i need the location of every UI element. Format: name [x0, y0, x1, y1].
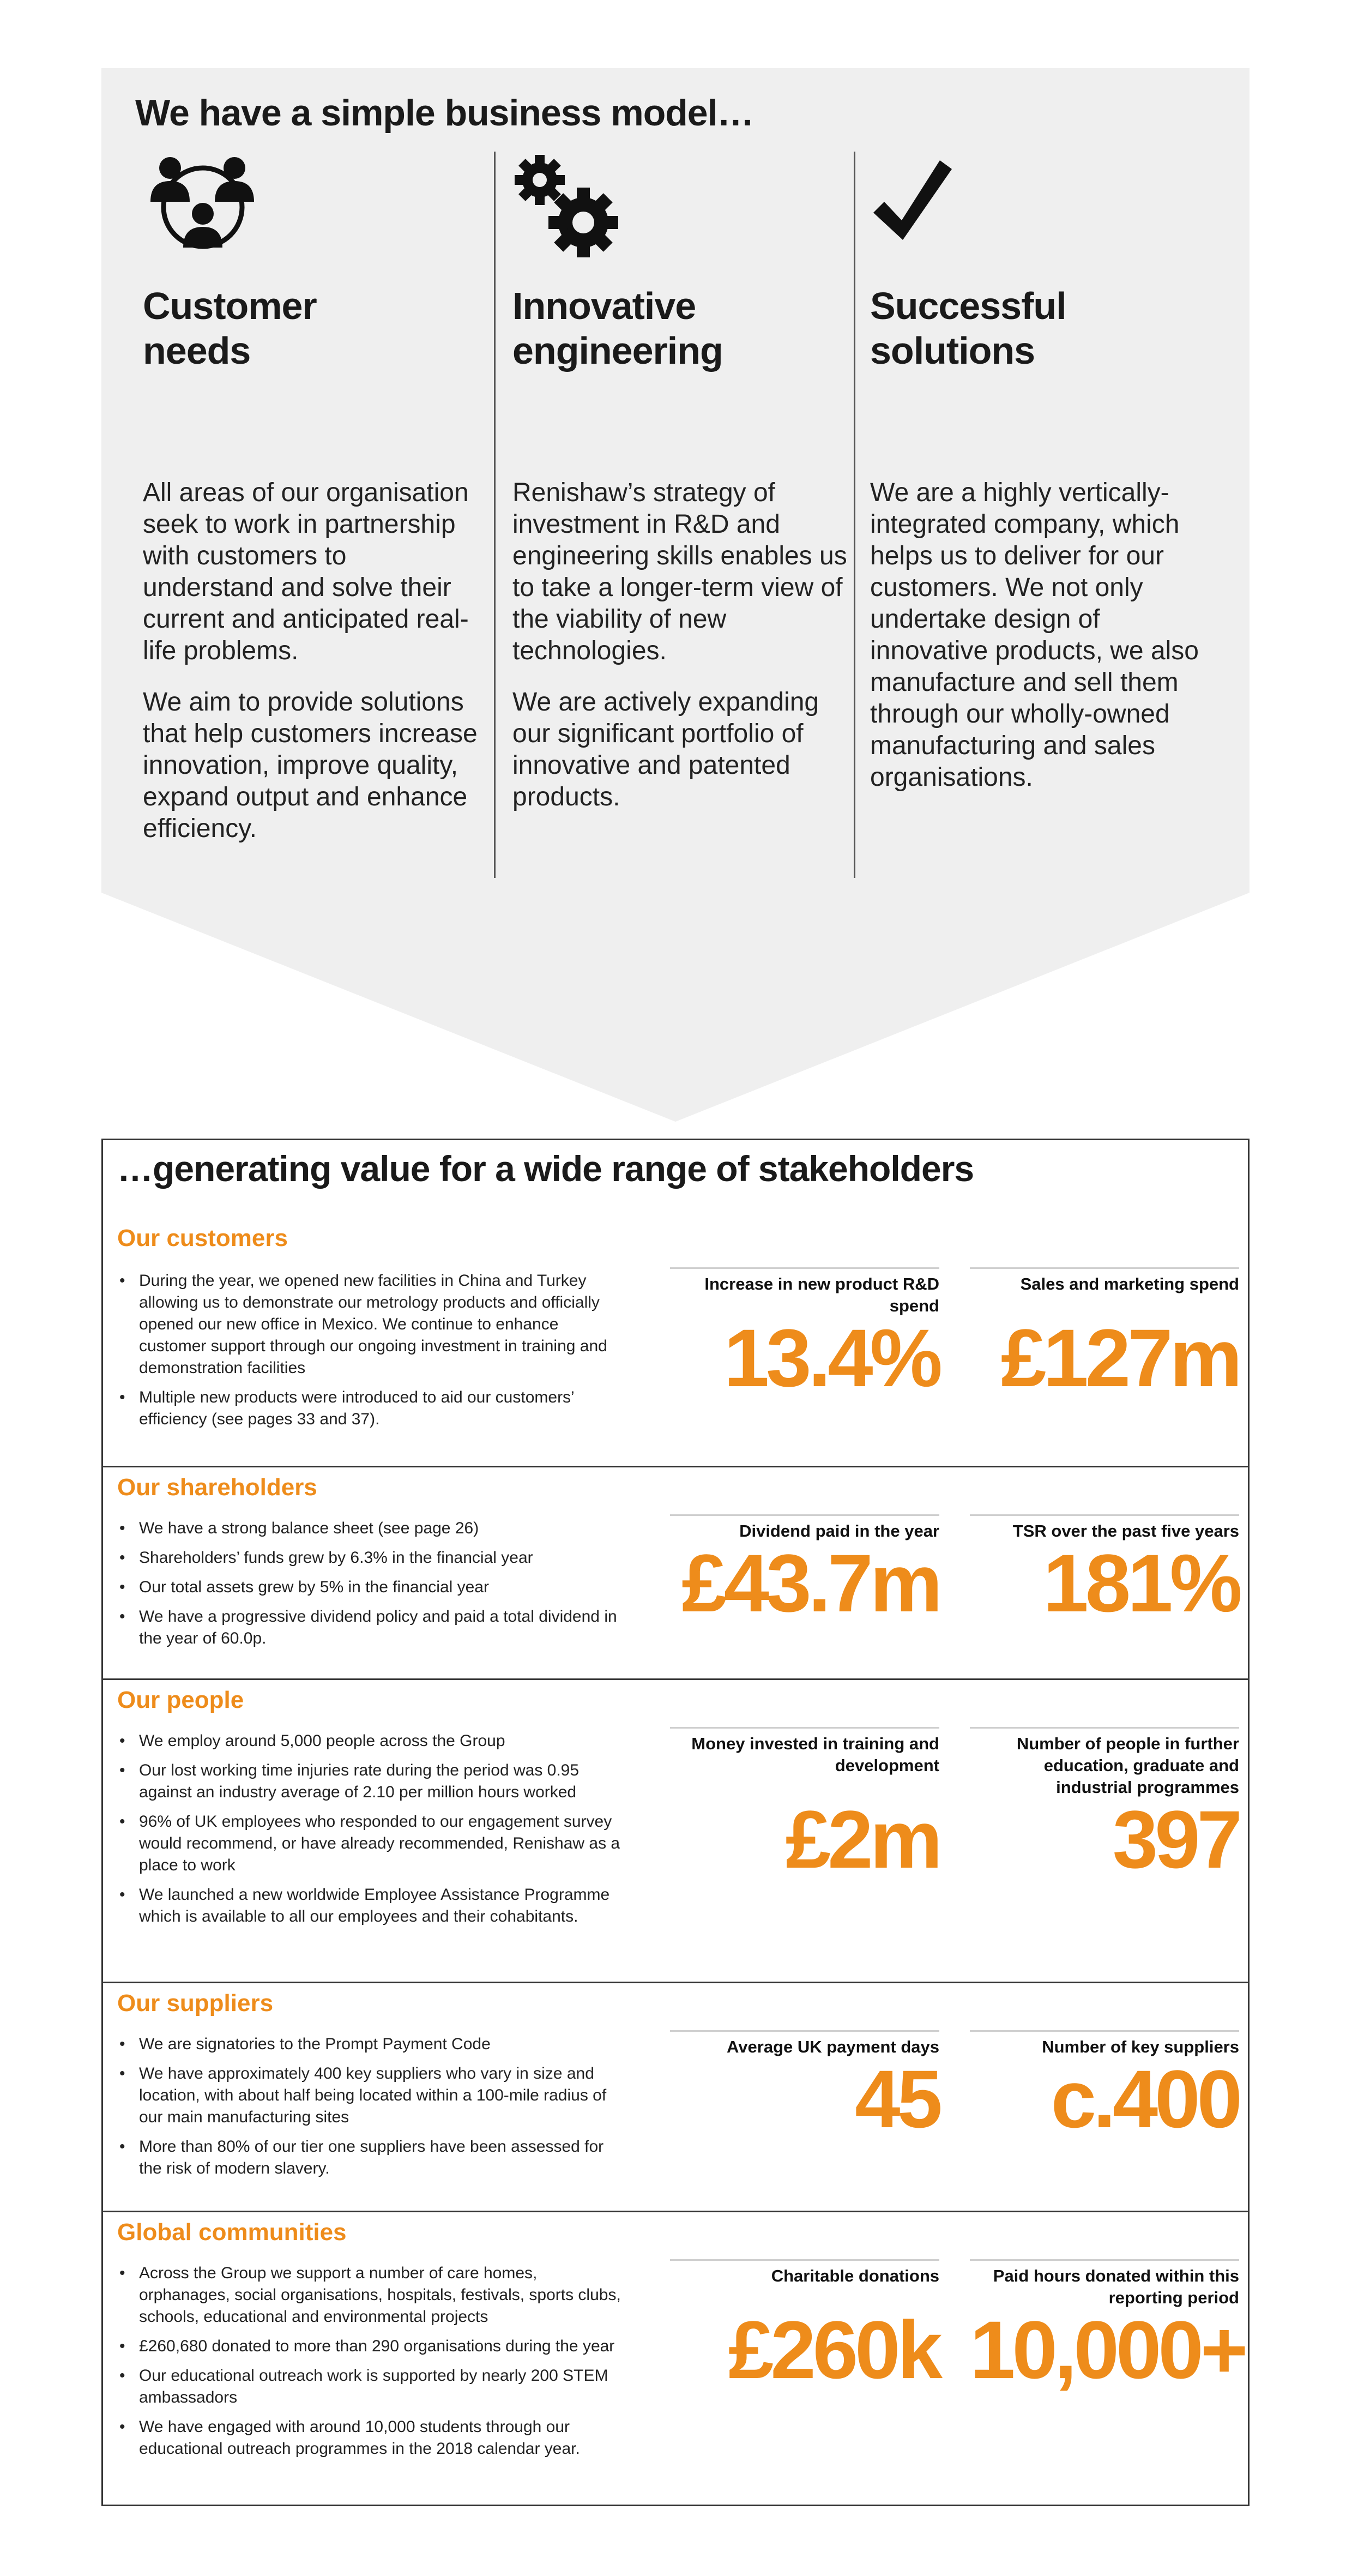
kpi-value: 10,000+ — [970, 2304, 1245, 2396]
section-our-customers — [103, 1140, 1248, 1466]
list-item: • Our educational outreach work is supported by nearly 200 STEM ambassadors — [139, 2365, 630, 2409]
column-divider — [494, 152, 496, 878]
kpi-value: 397 — [1112, 1793, 1239, 1885]
kpi-label: Average UK payment days — [727, 2037, 939, 2056]
column-innovative-engineering — [512, 153, 850, 811]
kpi-label: Increase in new product R&D spend — [704, 1274, 939, 1315]
kpi-label: TSR over the past five years — [1012, 1521, 1239, 1540]
column-heading: Customer needs — [143, 285, 317, 372]
kpi-further-education — [970, 1727, 1239, 1885]
kpi-label: Number of people in further education, graduate and industrial programmes — [1016, 1734, 1239, 1797]
section-our-shareholders — [103, 1466, 1248, 1678]
list-item: • Our lost working time injuries rate during the period was 0.95 against an industry average of 2.10 per million hours worked — [139, 1760, 630, 1803]
list-item: • Multiple new products were introduced to aid our customers’ efficiency (see pages 33 and 37). — [139, 1387, 630, 1430]
list-item: • We have a progressive dividend policy and paid a total dividend in the year of 60.0p. — [139, 1606, 630, 1650]
column-heading: Innovative engineering — [512, 285, 723, 372]
kpi-paid-hours-donated — [970, 2259, 1245, 2396]
section-heading: Our customers — [117, 1225, 288, 1251]
kpi-label: Paid hours donated within this reporting period — [993, 2266, 1239, 2307]
kpi-tsr — [970, 1514, 1239, 1629]
column-heading: Successful solutions — [870, 285, 1066, 372]
list-item: • Across the Group we support a number of care homes, orphanages, social organisations, hospitals, festivals, sports clubs, schools, educational and environmental projects — [139, 2262, 630, 2328]
list-item: • We are signatories to the Prompt Payment Code — [139, 2033, 630, 2055]
column-successful-solutions — [870, 153, 1208, 792]
list-item: • 96% of UK employees who responded to our engagement survey would recommend, or have already recommended, Renishaw as a place to work — [139, 1811, 630, 1876]
column-divider — [854, 152, 855, 878]
kpi-key-suppliers — [970, 2030, 1239, 2145]
section-heading: Our suppliers — [117, 1990, 274, 2017]
kpi-value: c.400 — [1051, 2053, 1239, 2145]
column-paragraph: We aim to provide solutions that help customers increase innovation, improve quality, expand output and enhance efficiency. — [143, 688, 478, 843]
list-item: • We have a strong balance sheet (see page 26) — [139, 1518, 630, 1539]
column-paragraph: All areas of our organisation seek to work in partnership with customers to understand and solve their current and anticipated real-life problems. — [143, 478, 469, 665]
section-our-suppliers — [103, 1982, 1248, 2211]
column-paragraph: We are a highly vertically-integrated company, which helps us to deliver for our customers. We not only undertake design of innovative products, we also manufacture and sell them through our wholly-owned manufacturing and sales organisations. — [870, 478, 1199, 792]
kpi-rd-spend — [670, 1267, 939, 1404]
kpi-value: £2m — [785, 1793, 939, 1885]
kpi-sales-marketing — [970, 1267, 1239, 1404]
kpi-label: Money invested in training and development — [691, 1734, 939, 1775]
business-model-title: We have a simple business model… — [135, 92, 754, 134]
stakeholders-title: …generating value for a wide range of stakeholders — [117, 1148, 974, 1189]
kpi-payment-days — [670, 2030, 939, 2145]
kpi-value: £43.7m — [681, 1537, 939, 1629]
stakeholders-box — [101, 1139, 1250, 2506]
list-item: • More than 80% of our tier one suppliers have been assessed for the risk of modern slavery. — [139, 2136, 630, 2180]
gears-icon — [512, 153, 638, 262]
section-heading: Our shareholders — [117, 1474, 317, 1501]
kpi-label: Charitable donations — [771, 2266, 939, 2285]
list-item: • We have engaged with around 10,000 students through our educational outreach programmes in the 2018 calendar year. — [139, 2416, 630, 2460]
kpi-value: 181% — [1043, 1537, 1239, 1629]
kpi-dividend — [670, 1514, 939, 1629]
column-paragraph: We are actively expanding our significant portfolio of innovative and patented products. — [512, 688, 819, 811]
list-item: • We launched a new worldwide Employee Assistance Programme which is available to all our employees and their cohabitants. — [139, 1884, 630, 1928]
list-item: • We have approximately 400 key suppliers who vary in size and location, with about half being located within a 100-mile radius of our main manufacturing sites — [139, 2063, 630, 2128]
section-our-people — [103, 1678, 1248, 1982]
kpi-training-investment — [670, 1727, 939, 1885]
column-paragraph: Renishaw’s strategy of investment in R&D and engineering skills enables us to take a longer-term view of the viability of new technologies. — [512, 478, 847, 665]
section-heading: Global communities — [117, 2219, 347, 2246]
column-customer-needs — [143, 153, 481, 843]
list-item: • Shareholders’ funds grew by 6.3% in the financial year — [139, 1547, 630, 1569]
customers-network-icon — [143, 153, 268, 262]
list-item: • £260,680 donated to more than 290 organisations during the year — [139, 2336, 630, 2357]
kpi-value: 13.4% — [723, 1312, 939, 1404]
list-item: • During the year, we opened new facilities in China and Turkey allowing us to demonstrate our metrology products and officially opened our new office in Mexico. We continue to enhance customer support through our ongoing investment in training and demonstration facilities — [139, 1270, 630, 1379]
section-heading: Our people — [117, 1687, 244, 1713]
kpi-value: 45 — [855, 2053, 939, 2145]
kpi-charitable-donations — [670, 2259, 939, 2396]
section-global-communities — [103, 2211, 1248, 2505]
kpi-value: £127m — [1000, 1312, 1239, 1404]
kpi-label: Sales and marketing spend — [1020, 1274, 1239, 1293]
list-item: • We employ around 5,000 people across the Group — [139, 1730, 630, 1752]
kpi-label: Dividend paid in the year — [739, 1521, 939, 1540]
kpi-value: £260k — [728, 2304, 939, 2396]
list-item: • Our total assets grew by 5% in the financial year — [139, 1576, 630, 1598]
checkmark-icon — [870, 153, 995, 262]
kpi-label: Number of key suppliers — [1042, 2037, 1239, 2056]
